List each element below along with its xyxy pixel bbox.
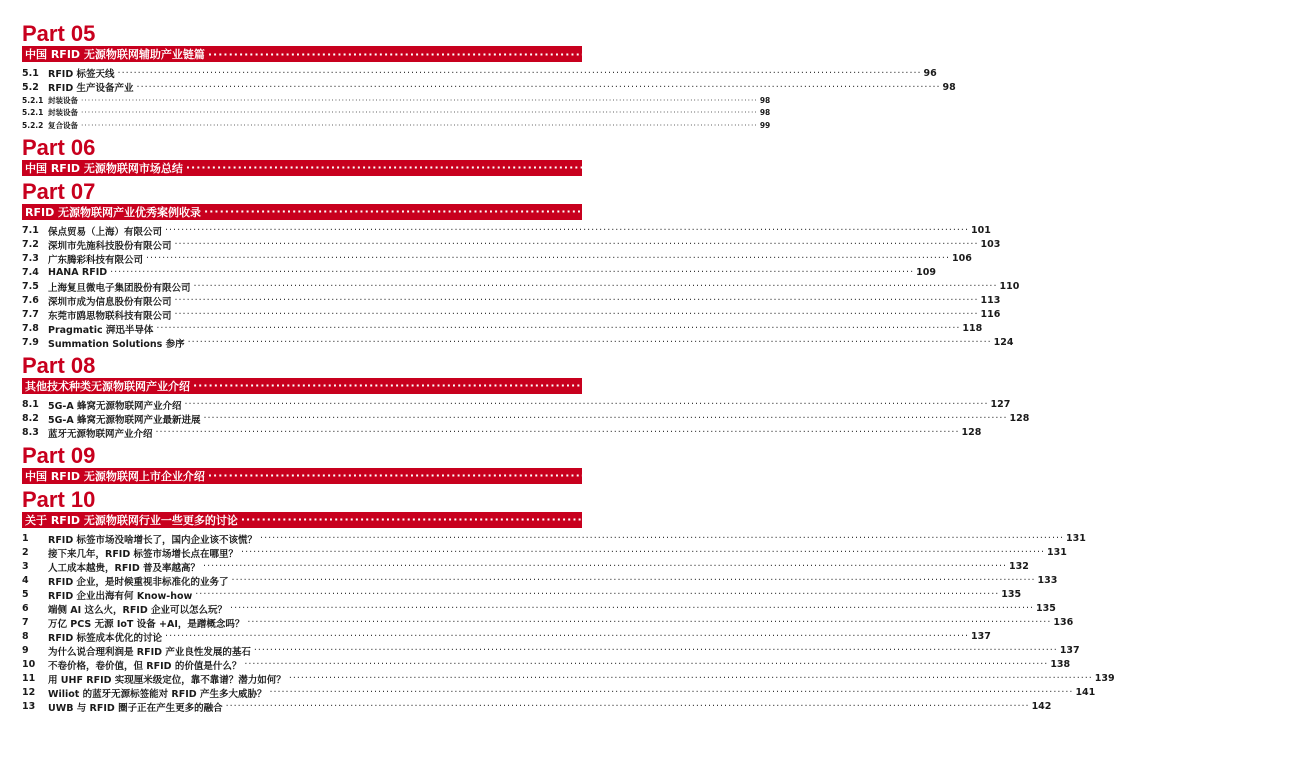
page-number: 135 <box>1001 589 1022 600</box>
entry-title: RFID 标签天线 <box>48 69 115 80</box>
page-number: 127 <box>1231 378 1257 393</box>
page-number: 101 <box>1242 204 1268 219</box>
entry-title: RFID 标签市场没啥增长了，国内企业该不该慌？ <box>48 534 258 546</box>
page-number: 130 <box>1246 468 1272 483</box>
page-number: 131 <box>1066 533 1086 544</box>
entry-title: 5G-A 蜂窝无源物联网产业最新进展 <box>48 414 201 426</box>
leader-dots: ········································································································································································································ <box>260 533 1065 544</box>
entry-title: 端侧 AI 这么火，RFID 企业可以怎么玩？ <box>48 604 228 616</box>
page-number: 96 <box>1246 47 1264 61</box>
toc-entry[interactable] <box>22 398 1011 412</box>
entry-number: 7.5 <box>22 281 39 292</box>
leader-dots: ········································································································································································································ <box>195 589 1000 600</box>
toc-entry[interactable] <box>22 66 937 80</box>
entry-number: 5 <box>22 589 29 600</box>
entry-number: 3 <box>22 561 29 572</box>
leader-dots: ········································································································································································································ <box>187 337 992 348</box>
part-heading-text: 关于 RFID 无源物联网行业一些更多的讨论 <box>25 513 238 527</box>
entry-number: 1 <box>22 533 29 544</box>
page-number: 136 <box>1053 617 1074 628</box>
leader-dots: ········································································································································································································ <box>156 323 961 334</box>
page-number: 113 <box>980 295 1001 306</box>
leader-dots: ········································································································································································································ <box>193 379 1229 392</box>
leader-dots: ········································································································································································································ <box>155 427 960 438</box>
page-number: 101 <box>970 225 991 236</box>
leader-dots: ········································································································································································································ <box>207 47 1244 61</box>
toc-entry[interactable] <box>22 238 1001 252</box>
toc-part <box>22 134 1250 176</box>
entry-title: 上海复旦微电子集团股份有限公司 <box>48 282 191 294</box>
leader-dots: ········································································································································································································ <box>244 659 1049 670</box>
entry-title: RFID 企业出海有何 Know-how <box>48 590 193 602</box>
page-number: 116 <box>980 309 1001 320</box>
leader-dots: ········································································································································································································ <box>269 687 1074 698</box>
entry-title: 广东腾彩科技有限公司 <box>48 254 144 266</box>
entry-title: 保点贸易（上海）有限公司 <box>48 226 163 238</box>
leader-dots: ········································································································································································································ <box>193 281 998 292</box>
page-number: 110 <box>999 281 1020 292</box>
part-heading-text: 其他技术种类无源物联网产业介绍 <box>25 379 190 393</box>
page-number: 131 <box>1279 512 1305 527</box>
entry-number: 5.2 <box>22 81 39 93</box>
part-title: Part 08 <box>22 352 96 378</box>
entry-title: 不卷价格，卷价值，但 RFID 的价值是什么？ <box>48 660 242 672</box>
leader-dots: ········································································································································································································ <box>146 253 950 264</box>
page-number: 127 <box>990 399 1011 410</box>
part-title: Part 05 <box>22 21 96 46</box>
toc-entry[interactable] <box>22 308 1001 322</box>
entry-number: 7.8 <box>22 323 39 334</box>
page-number: 133 <box>1037 575 1058 586</box>
part-heading-text: 中国 RFID 无源物联网辅助产业链篇 <box>25 48 205 61</box>
entry-number: 7.3 <box>22 253 39 264</box>
leader-dots: ········································································································································································································ <box>253 645 1058 656</box>
leader-dots: ········································································································································································································ <box>225 701 1030 712</box>
page-number: 103 <box>980 239 1001 250</box>
page-number: 99 <box>759 120 771 130</box>
entry-list <box>22 224 1020 350</box>
leader-dots: ········································································································································································································ <box>174 295 979 306</box>
entry-number: 5.1 <box>22 67 39 79</box>
leader-dots: ········································································································································································································ <box>231 575 1036 586</box>
toc-entry[interactable] <box>22 266 936 280</box>
leader-dots: ········································································································································································································ <box>288 673 1093 684</box>
page-number: 128 <box>961 427 982 438</box>
part-heading-text: 中国 RFID 无源物联网上市企业介绍 <box>25 469 205 483</box>
part-heading-bar[interactable] <box>22 204 1268 220</box>
page-number: 98 <box>942 81 956 93</box>
toc-entry[interactable] <box>22 616 1074 630</box>
page-number: 124 <box>993 337 1014 348</box>
toc-entry[interactable] <box>22 322 983 336</box>
toc-entry[interactable] <box>22 107 771 120</box>
entry-list <box>22 532 1115 714</box>
leader-dots: ········································································································································································································ <box>203 561 1008 572</box>
leader-dots: ········································································································································································································ <box>207 469 1244 482</box>
entry-title: 东莞市鸥思物联科技有限公司 <box>48 310 172 322</box>
toc-part <box>22 178 1268 350</box>
entry-title: 用 UHF RFID 实现厘米级定位，靠不靠谱？潜力如何？ <box>48 674 286 686</box>
entry-title: 5G-A 蜂窝无源物联网产业介绍 <box>48 400 182 412</box>
toc-entry[interactable] <box>22 412 1030 426</box>
part-title: Part 07 <box>22 178 96 204</box>
part-title: Part 09 <box>22 442 96 468</box>
entry-title: 深圳市先施科技股份有限公司 <box>48 240 172 252</box>
leader-dots: ········································································································································································································ <box>204 205 1240 218</box>
part-heading-bar[interactable] <box>22 512 1305 528</box>
page-number: 109 <box>916 267 936 278</box>
entry-list <box>22 66 956 132</box>
toc-part <box>22 486 1305 714</box>
entry-number: 2 <box>22 547 29 558</box>
toc-entry[interactable] <box>22 560 1029 574</box>
page-number: 137 <box>971 631 991 642</box>
entry-number: 7 <box>22 617 29 628</box>
toc-entry[interactable] <box>22 426 982 440</box>
entry-title: HANA RFID <box>48 267 108 278</box>
entry-number: 7.7 <box>22 309 39 320</box>
page-number: 96 <box>923 67 937 79</box>
page-number: 118 <box>962 323 983 334</box>
leader-dots: ········································································································································································································ <box>185 161 1222 174</box>
toc-entry[interactable] <box>22 672 1115 686</box>
leader-dots: ········································································································································································································ <box>174 239 979 250</box>
leader-dots: ········································································································································································································ <box>117 67 922 79</box>
toc-part <box>22 21 1264 132</box>
toc-entry[interactable] <box>22 119 771 132</box>
entry-number: 7.2 <box>22 239 39 250</box>
toc-entry[interactable] <box>22 294 1001 308</box>
leader-dots: ········································································································································································································ <box>241 547 1046 558</box>
entry-number: 7.4 <box>22 267 39 278</box>
entry-title: 人工成本越贵，RFID 普及率越高？ <box>48 562 201 574</box>
entry-title: RFID 标签成本优化的讨论 <box>48 632 163 644</box>
entry-title: 万亿 PCS 无源 IoT 设备 +AI，是蹭概念吗？ <box>48 618 245 630</box>
entry-number: 12 <box>22 687 36 698</box>
toc-entry[interactable] <box>22 602 1056 616</box>
page-number: 106 <box>951 253 972 264</box>
entry-title: Pragmatic 湃迅半导体 <box>48 324 154 336</box>
entry-list <box>22 398 1030 440</box>
entry-number: 5.2.2 <box>22 120 44 130</box>
toc-entry[interactable] <box>22 644 1080 658</box>
toc-entry[interactable] <box>22 700 1052 714</box>
page-number: 138 <box>1050 659 1071 670</box>
page-number: 141 <box>1075 687 1096 698</box>
entry-number: 13 <box>22 701 36 712</box>
table-of-contents <box>22 21 1305 718</box>
leader-dots: ········································································································································································································ <box>136 81 941 93</box>
toc-entry[interactable] <box>22 658 1071 672</box>
entry-number: 6 <box>22 603 29 614</box>
page-number: 132 <box>1009 561 1029 572</box>
leader-dots: ········································································································································································································ <box>174 309 979 320</box>
leader-dots: ········································································································································································································ <box>184 399 989 410</box>
entry-title: 封装设备 <box>48 108 78 118</box>
page-number: 100 <box>1224 160 1250 175</box>
toc-entry[interactable] <box>22 686 1096 700</box>
entry-number: 5.2.1 <box>22 108 44 118</box>
entry-title: 复合设备 <box>48 120 78 130</box>
entry-number: 7.6 <box>22 295 39 306</box>
toc-entry[interactable] <box>22 80 956 94</box>
part-heading-bar[interactable] <box>22 46 1264 62</box>
entry-number: 8 <box>22 631 29 642</box>
entry-number: 10 <box>22 659 36 670</box>
part-title: Part 10 <box>22 486 96 512</box>
leader-dots: ········································································································································································································ <box>240 513 1277 526</box>
part-heading-text: RFID 无源物联网产业优秀案例收录 <box>25 205 202 219</box>
entry-title: 接下来几年，RFID 标签市场增长点在哪里？ <box>48 548 239 560</box>
entry-title: 为什么说合理利润是 RFID 产业良性发展的基石 <box>48 646 251 658</box>
leader-dots: ········································································································································································································ <box>203 413 1008 424</box>
entry-number: 8.3 <box>22 427 39 438</box>
part-heading-bar[interactable] <box>22 160 1250 176</box>
entry-title: UWB 与 RFID 圈子正在产生更多的融合 <box>48 702 223 714</box>
entry-number: 11 <box>22 673 36 684</box>
leader-dots: ········································································································································································································ <box>110 267 915 278</box>
page-number: 98 <box>759 95 771 105</box>
page-number: 135 <box>1036 603 1056 614</box>
page-number: 137 <box>1059 645 1080 656</box>
leader-dots: ········································································································································································································ <box>165 631 970 642</box>
toc-entry[interactable] <box>22 336 1014 350</box>
entry-title: RFID 生产设备产业 <box>48 83 134 94</box>
entry-number: 7.1 <box>22 225 39 236</box>
toc-entry[interactable] <box>22 252 972 266</box>
leader-dots: ········································································································································································································ <box>81 120 758 130</box>
page-number: 98 <box>759 108 771 118</box>
entry-title: RFID 企业，是时候重视非标准化的业务了 <box>48 576 229 588</box>
page-number: 131 <box>1047 547 1067 558</box>
leader-dots: ········································································································································································································ <box>165 225 969 236</box>
entry-number: 8.2 <box>22 413 39 424</box>
entry-title: Summation Solutions 参序 <box>48 338 185 350</box>
toc-entry[interactable] <box>22 574 1058 588</box>
page-number: 142 <box>1031 701 1052 712</box>
leader-dots: ········································································································································································································ <box>247 617 1052 628</box>
page-number: 128 <box>1009 413 1030 424</box>
entry-title: Wiliot 的蓝牙无源标签能对 RFID 产生多大威胁？ <box>48 688 267 700</box>
entry-number: 9 <box>22 645 29 656</box>
toc-entry[interactable] <box>22 630 991 644</box>
toc-part <box>22 442 1272 484</box>
entry-title: 蓝牙无源物联网产业介绍 <box>48 428 153 440</box>
toc-entry[interactable] <box>22 94 771 107</box>
toc-part <box>22 352 1257 440</box>
entry-number: 7.9 <box>22 337 39 348</box>
toc-entry[interactable] <box>22 532 1086 546</box>
leader-dots: ········································································································································································································ <box>230 603 1035 614</box>
part-heading-bar[interactable] <box>22 378 1257 394</box>
part-heading-text: 中国 RFID 无源物联网市场总结 <box>25 161 183 175</box>
leader-dots: ········································································································································································································ <box>81 95 758 105</box>
part-title: Part 06 <box>22 134 96 160</box>
entry-number: 5.2.1 <box>22 95 44 105</box>
toc-entry[interactable] <box>22 280 1020 294</box>
entry-title: 深圳市成为信息股份有限公司 <box>48 296 172 308</box>
page-number: 139 <box>1094 673 1115 684</box>
part-heading-bar[interactable] <box>22 468 1272 484</box>
entry-number: 4 <box>22 575 29 586</box>
toc-entry[interactable] <box>22 546 1067 560</box>
leader-dots: ········································································································································································································ <box>81 108 758 118</box>
entry-title: 封装设备 <box>48 95 78 105</box>
toc-entry[interactable] <box>22 224 991 238</box>
toc-entry[interactable] <box>22 588 1022 602</box>
entry-number: 8.1 <box>22 399 39 410</box>
